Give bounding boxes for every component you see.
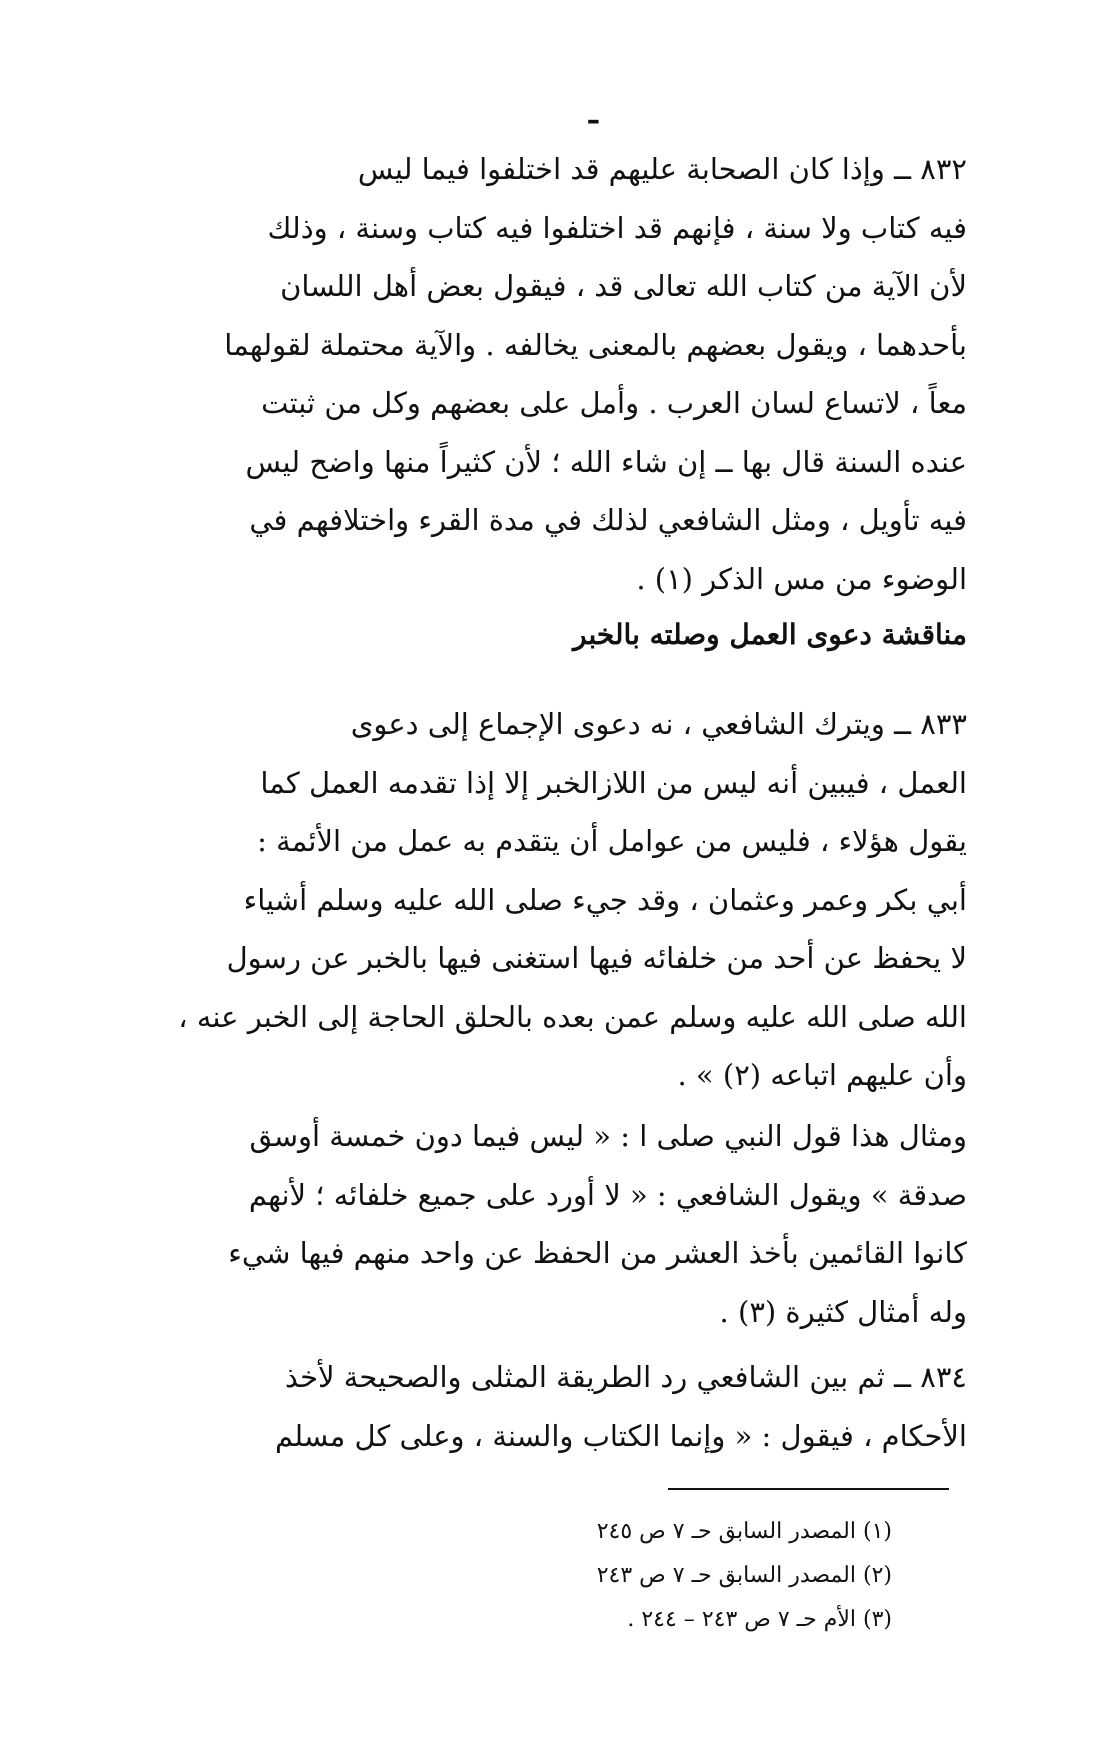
text-line: معاً ، لاتساع لسان العرب . وأمل على بعضهم وكل من ثبتت — [261, 386, 967, 420]
text-line: يقول هؤلاء ، فليس من عوامل أن يتقدم به عمل من الأئمة : — [257, 824, 967, 858]
text-line: بأحدهما ، ويقول بعضهم بالمعنى يخالفه . والآية محتملة لقولهما — [224, 327, 967, 362]
page-marker: ـ — [589, 96, 598, 131]
footnote-3: (٣) الأم حـ ٧ ص ٢٤٣ – ٢٤٤ . — [627, 1607, 892, 1632]
text-line: ٨٣٢ ــ وإذا كان الصحابة عليهم قد اختلفوا فيما ليس — [357, 152, 967, 186]
text-line: وله أمثال كثيرة (٣) . — [719, 1294, 967, 1329]
text-line: الوضوء من مس الذكر (١) . — [636, 561, 967, 596]
paragraph-example — [228, 1107, 967, 1341]
paragraph-832 — [224, 140, 967, 608]
paragraph-833 — [178, 695, 967, 1105]
footnote-1: (١) المصدر السابق حـ ٧ ص ٢٤٥ — [596, 1519, 892, 1544]
footnote-separator — [668, 1488, 949, 1490]
section-heading: مناقشة دعوى العمل وصلته بالخبر — [573, 618, 967, 651]
text-line: صدقة » ويقول الشافعي : « لا أورد على جميع خلفائه ؛ لأنهم — [248, 1177, 967, 1212]
footnote-2: (٢) المصدر السابق حـ ٧ ص ٢٤٣ — [596, 1563, 892, 1588]
text-line: ٨٣٣ ــ ويترك الشافعي ، نه دعوى الإجماع إلى دعوى — [350, 707, 967, 741]
footnotes — [597, 1510, 892, 1642]
text-line: الله صلى الله عليه وسلم عمن بعده بالحلق الحاجة إلى الخبر عنه ، — [178, 999, 967, 1034]
text-line: فيه كتاب ولا سنة ، فإنهم قد اختلفوا فيه كتاب وسنة ، وذلك — [267, 210, 967, 245]
text-line: عنده السنة قال بها ــ إن شاء الله ؛ لأن كثيراً منها واضح ليس — [245, 444, 967, 479]
text-line: كانوا القائمين بأخذ العشر من الحفظ عن واحد منهم فيها شيء — [228, 1236, 967, 1270]
text-line: لأن الآية من كتاب الله تعالى قد ، فيقول بعض أهل اللسان — [280, 269, 967, 303]
text-line: ٨٣٤ ــ ثم بين الشافعي رد الطريقة المثلى والصحيحة لأخذ — [284, 1360, 967, 1394]
text-line: أبي بكر وعمر وعثمان ، وقد جيء صلى الله عليه وسلم أشياء — [243, 882, 967, 917]
text-line: وأن عليهم اتباعه (٢) » . — [677, 1058, 967, 1092]
paragraph-834 — [275, 1348, 967, 1465]
text-line: لا يحفظ عن أحد من خلفائه فيها استغنى فيها بالخبر عن رسول — [226, 941, 967, 975]
text-line: الأحكام ، فيقول : « وإنما الكتاب والسنة ، وعلى كل مسلم — [274, 1418, 967, 1453]
text-line: العمل ، فيبين أنه ليس من اللازالخبر إلا إذا تقدمه العمل كما — [260, 765, 967, 800]
text-line: ومثال هذا قول النبي صلى ا : « ليس فيما دون خمسة أوسق — [249, 1119, 967, 1153]
text-line: فيه تأويل ، ومثل الشافعي لذلك في مدة القرء واختلافهم في — [249, 503, 967, 537]
